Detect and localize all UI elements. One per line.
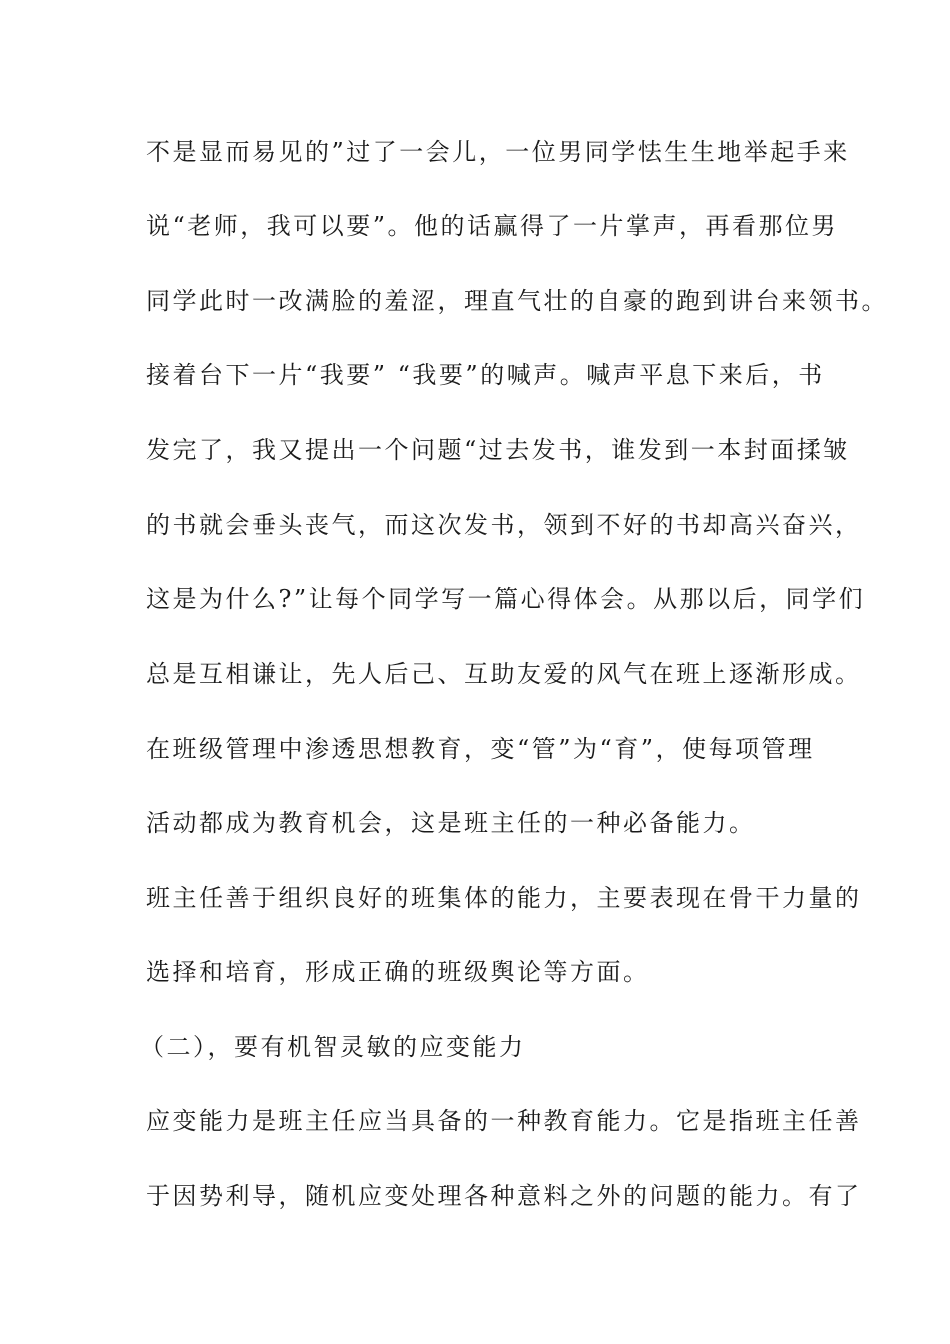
text-line: 总是互相谦让，先人后己、互助友爱的风气在班上逐渐形成。 xyxy=(146,660,862,688)
text-line: 发完了，我又提出一个问题“过去发书，谁发到一本封面揉皱 xyxy=(146,436,850,464)
text-line: 接着台下一片“我要” “我要”的喊声。喊声平息下来后，书 xyxy=(146,361,825,389)
text-line: 这是为什么?”让每个同学写一篇心得体会。从那以后，同学们 xyxy=(146,585,866,613)
section-heading: （二），要有机智灵敏的应变能力 xyxy=(140,1033,526,1061)
text-line: 活动都成为教育机会，这是班主任的一种必备能力。 xyxy=(146,809,756,837)
text-line: 于因势利导，随机应变处理各种意料之外的问题的能力。有了 xyxy=(146,1182,862,1210)
text-line: 同学此时一改满脸的羞涩，理直气壮的自豪的跑到讲台来领书。 xyxy=(146,287,888,315)
text-line: 在班级管理中渗透思想教育，变“管”为“育”，使每项管理 xyxy=(146,735,815,763)
text-line: 不是显而易见的”过了一会儿，一位男同学怯生生地举起手来 xyxy=(146,138,850,166)
text-line: 班主任善于组织良好的班集体的能力，主要表现在骨干力量的 xyxy=(146,884,862,912)
text-line: 的书就会垂头丧气，而这次发书，领到不好的书却高兴奋兴， xyxy=(146,511,862,539)
text-line: 应变能力是班主任应当具备的一种教育能力。它是指班主任善 xyxy=(146,1107,862,1135)
text-line: 选择和培育，形成正确的班级舆论等方面。 xyxy=(146,958,650,986)
text-line: 说“老师，我可以要”。他的话赢得了一片掌声，再看那位男 xyxy=(146,212,839,240)
